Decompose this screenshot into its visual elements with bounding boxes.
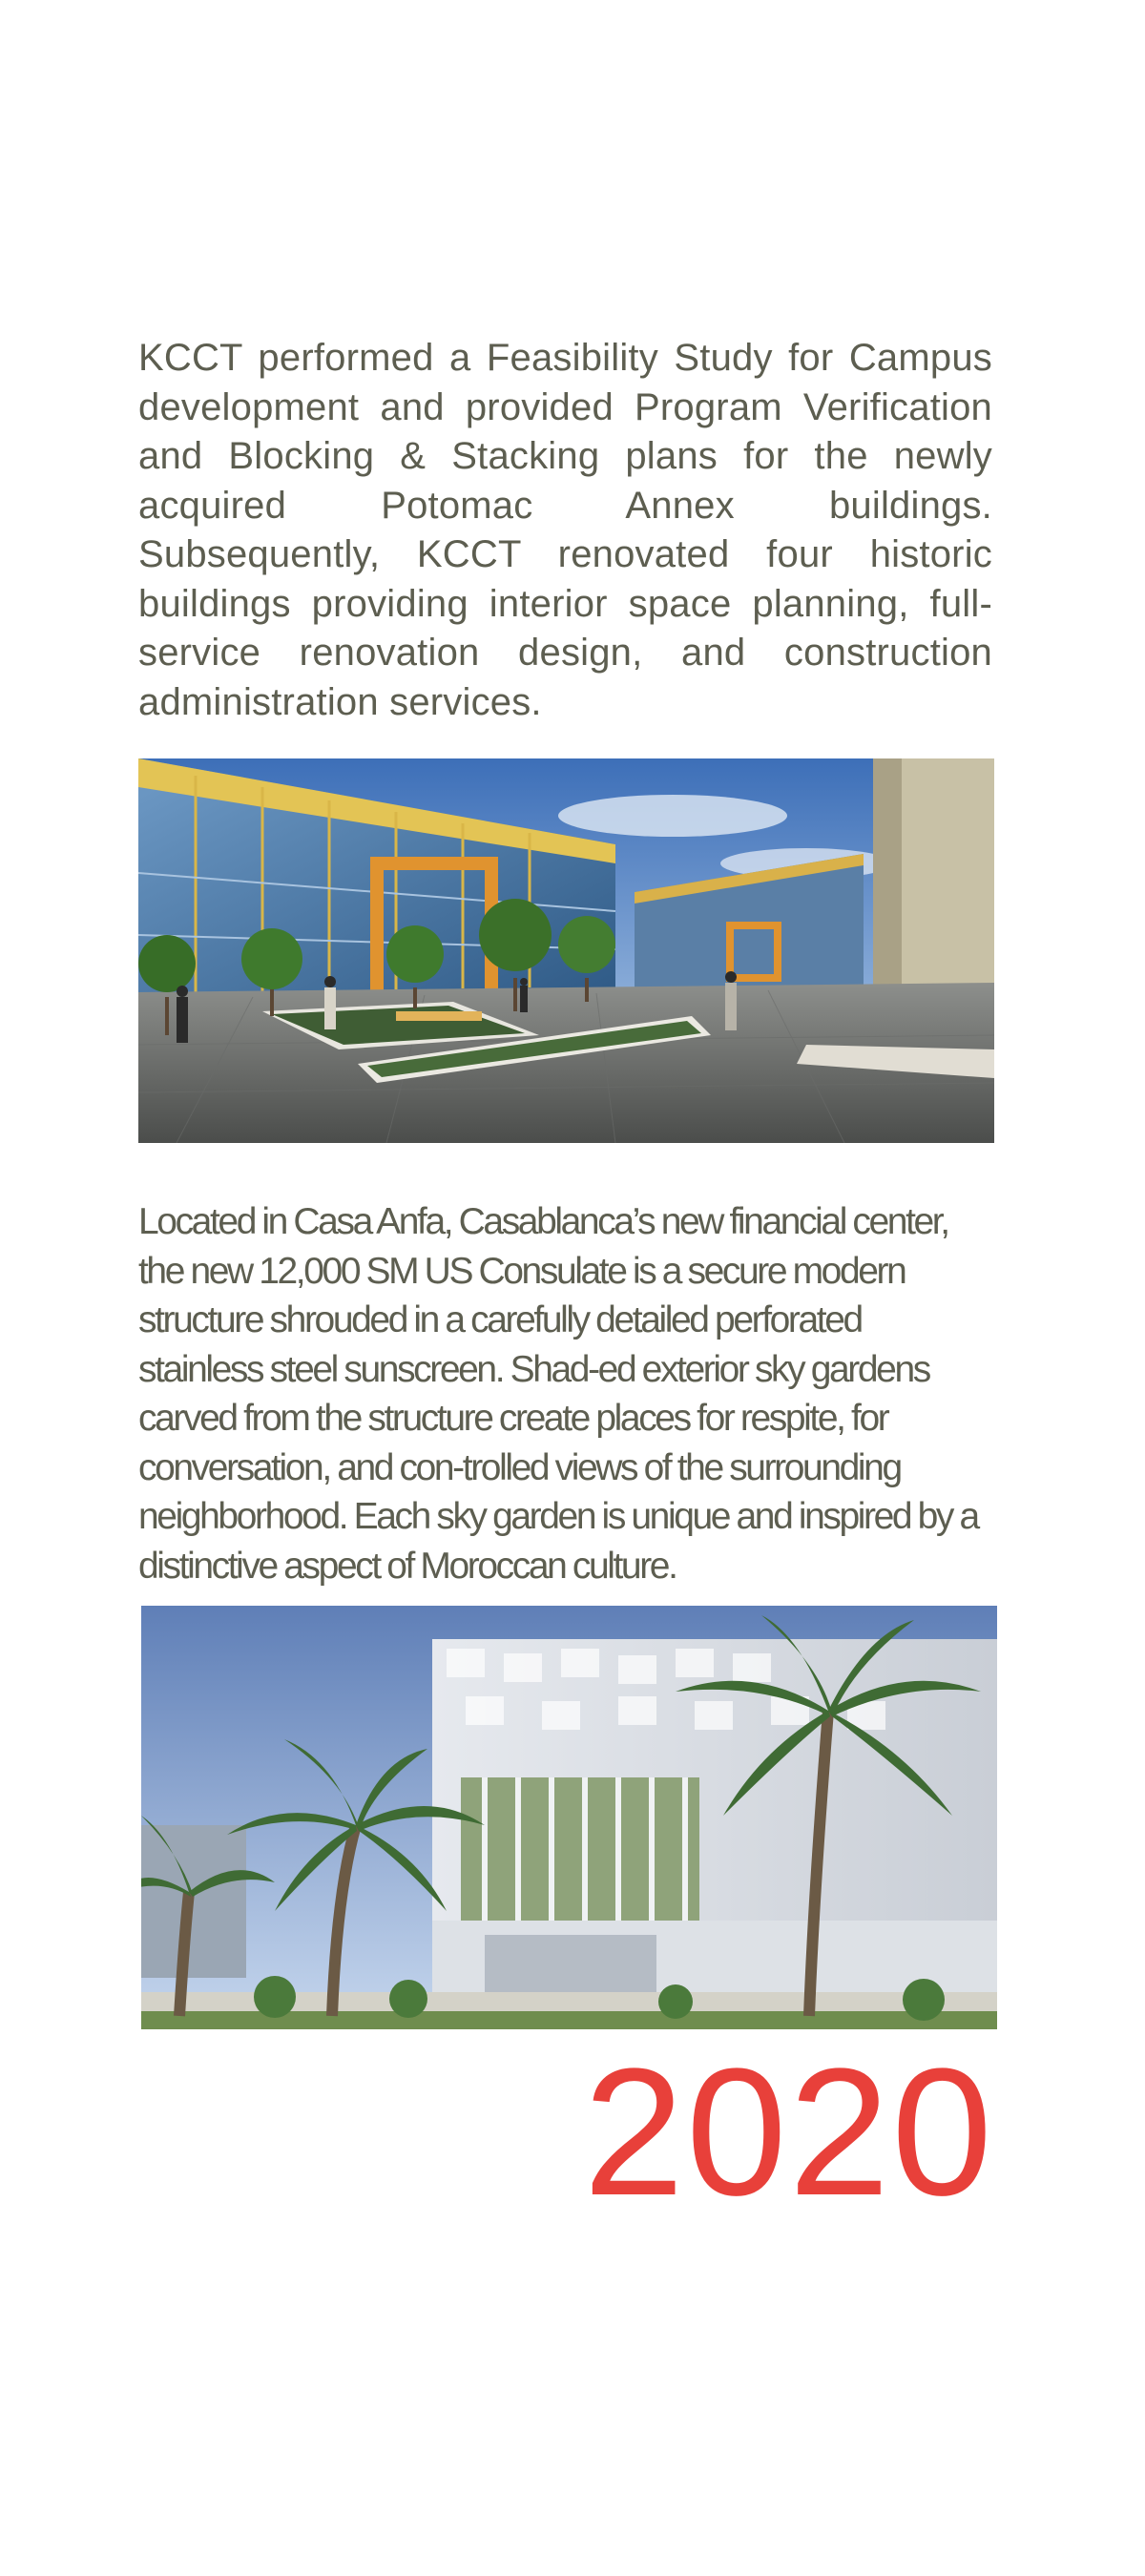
us-consulate-image [141,1606,997,2029]
campus-courtyard-illustration [138,758,994,1143]
us-consulate-paragraph: Located in Casa Anfa, Casablanca’s new financial center, the new 12,000 SM US Consulate is a secure modern structure shrouded in a carefully detailed perforated stainless steel sunscreen. Shad-ed exterior sky gardens carved from the structure create places for respite, for conversation, and con-trolled views of the surrounding neighborhood. Each sky garden is unique and inspired by a distinctive aspect of Moroccan culture. [138,1201,978,1587]
us-consulate-illustration [141,1606,997,2029]
campus-courtyard-image [138,758,994,1143]
year-label: 2020 [583,2031,994,2233]
potomac-annex-paragraph: KCCT performed a Feasibility Study for Campus development and provided Program Verification and Blocking & Stacking plans for the newly acquired Potomac Annex buildings. Subsequently, KCCT renovated four historic buildings providing interior space planning, full-service renovation design, and construction administration services. [138,337,992,723]
